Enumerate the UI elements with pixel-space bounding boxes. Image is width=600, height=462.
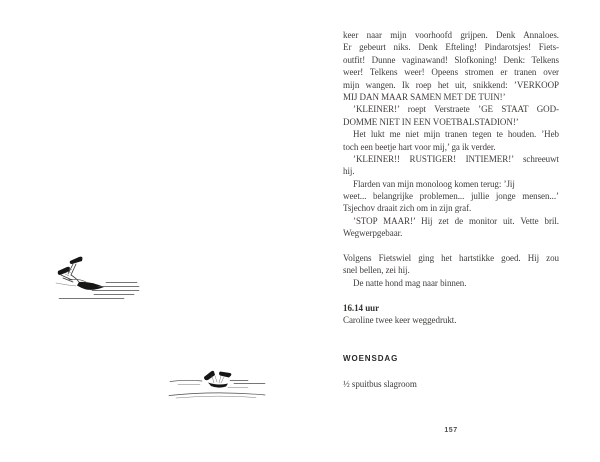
text-line: WOENSDAG bbox=[343, 354, 399, 364]
paragraph bbox=[343, 215, 559, 240]
text-line: De natte hond mag naar binnen. bbox=[353, 277, 467, 288]
text-line: ’STOP MAAR!’ Hij zet de monitor uit. Vette bril. bbox=[353, 215, 559, 226]
text-line: ’KLEINER!! RUSTIGER! INTIEMER!’ schreeuwt bbox=[353, 153, 559, 164]
text-line: Het lukt me niet mijn tranen tegen te houden. ’Heb bbox=[353, 129, 559, 140]
text-line: keer naar mijn voorhoofd grijpen. Denk Annaloes. bbox=[343, 30, 559, 40]
diving-figure-sketch-icon bbox=[42, 252, 142, 307]
text-line: snel bellen, zei hij. bbox=[343, 265, 410, 276]
text-line: 16.14 uur bbox=[343, 302, 380, 313]
text-line: Volgens Fietswiel ging het hartstikke goed. Hij zou bbox=[343, 253, 559, 264]
text-line: toch een beetje hart voor mij,’ ga ik verder. bbox=[343, 141, 496, 152]
text-line: Er gebeurt niks. Denk Efteling! Pindarotsjes! Fiets- bbox=[343, 42, 559, 53]
paragraph bbox=[343, 103, 559, 128]
text-line: outfit! Dunne vaginawand! Slofkoning! Denk: Telkens bbox=[343, 54, 559, 65]
paragraph bbox=[343, 29, 559, 103]
paragraph bbox=[343, 277, 559, 289]
text-line: weer! Telkens weer! Opeens stromen er tranen over bbox=[343, 67, 559, 78]
text-line: mijn wangen. Ik roep het uit, snikkend: ’VERKOOP bbox=[343, 79, 559, 90]
paragraph bbox=[343, 353, 559, 365]
text-line: MIJ DAN MAAR SAMEN MET DE TUIN!’ bbox=[343, 91, 506, 102]
text-line: ½ spuitbus slagroom bbox=[343, 379, 417, 390]
paragraph bbox=[343, 314, 559, 326]
text-line: weet... belangrijke problemen... jullie jonge mensen...’ bbox=[343, 191, 559, 202]
page-right bbox=[300, 0, 600, 462]
paragraph bbox=[343, 128, 559, 153]
paragraph bbox=[343, 302, 559, 314]
text-line: DOMME NIET IN EEN VOETBALSTADION!’ bbox=[343, 116, 519, 127]
paragraph bbox=[343, 252, 559, 277]
sinking-shoes-sketch-icon bbox=[168, 368, 268, 403]
text-line: hij. bbox=[343, 166, 355, 177]
paragraph bbox=[343, 178, 559, 215]
text-line: Wegwerpgebaar. bbox=[343, 228, 403, 239]
text-line: Caroline twee keer weggedrukt. bbox=[343, 314, 457, 325]
text-line: ’KLEINER!’ roept Verstraete ’GE STAAT GOD- bbox=[353, 104, 559, 115]
text-line: Tsjechov draait zich om in zijn graf. bbox=[343, 203, 472, 214]
paragraph bbox=[343, 153, 559, 178]
text-line: Flarden van mijn monoloog komen terug: ’Jij bbox=[353, 178, 515, 189]
page-number: 157 bbox=[444, 427, 458, 434]
text-column bbox=[343, 29, 559, 391]
paragraph bbox=[343, 378, 559, 390]
